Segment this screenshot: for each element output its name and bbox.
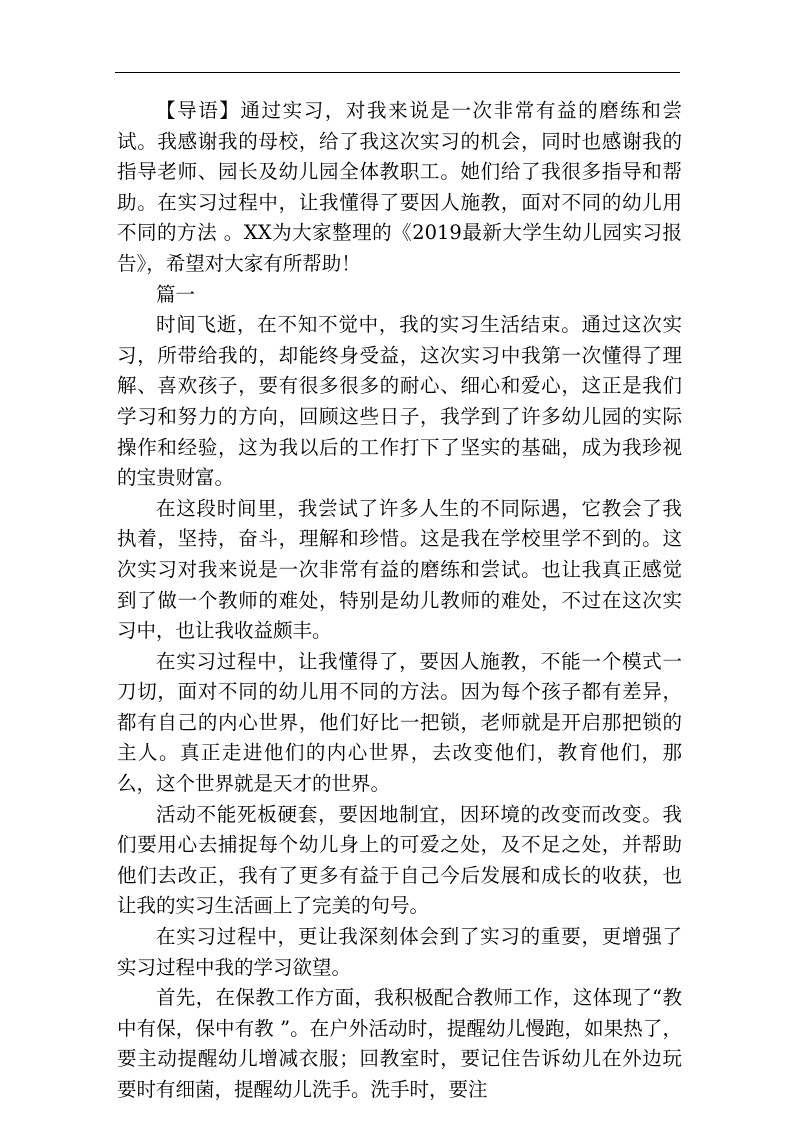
body-paragraph: 在实习过程中，让我懂得了，要因人施教，不能一个模式一刀切，面对不同的幼儿用不同的方法。因为每个孩子都有差异，都有自己的内心世界，他们好比一把锁，老师就是开启那把锁的主人。真正走进他们的内心世界，去改变他们，教育他们，那么，这个世界就是天才的世界。 xyxy=(117,649,682,796)
header-rule xyxy=(115,72,680,73)
body-paragraph: 在实习过程中，更让我深刻体会到了实习的重要，更增强了实习过程中我的学习欲望。 xyxy=(117,925,682,979)
body-paragraph: 在这段时间里，我尝试了许多人生的不同际遇，它教会了我执着，坚持，奋斗，理解和珍惜。这是我在学校里学不到的。这次实习对我来说是一次非常有益的磨练和尝试。也让我真正感觉到了做一个教师的难处，特别是幼儿教师的难处，不过在这次实习中，也让我收益颇丰。 xyxy=(117,496,682,643)
section-title: 篇一 xyxy=(156,282,196,306)
body-paragraph: 时间飞逝，在不知不觉中，我的实习生活结束。通过这次实习，所带给我的，却能终身受益，这次实习中我第一次懂得了理解、喜欢孩子，要有很多很多的耐心、细心和爱心，这正是我们学习和努力的方向，回顾这些日子，我学到了许多幼儿园的实际操作和经验，这为我以后的工作打下了坚实的基础，成为我珍视的宝贵财富。 xyxy=(117,313,682,490)
body-paragraph: 活动不能死板硬套，要因地制宜，因环境的改变而改变。我们要用心去捕捉每个幼儿身上的可爱之处，及不足之处，并帮助他们去改正，我有了更多有益于自己今后发展和成长的收获，也让我的实习生活画上了完美的句号。 xyxy=(117,802,682,918)
intro-paragraph: 【导语】通过实习，对我来说是一次非常有益的磨练和尝试。我感谢我的母校，给了我这次实习的机会，同时也感谢我的指导老师、园长及幼儿园全体教职工。她们给了我很多指导和帮助。在实习过程中，让我懂得了要因人施教，面对不同的幼儿用不同的方法 。XX为大家整理的《2019最新大学生幼儿园实习报告》，希望对大家有所帮助！ xyxy=(117,99,682,275)
document-body xyxy=(117,96,682,1106)
body-paragraph: 首先，在保教工作方面，我积极配合教师工作，这体现了“教中有保，保中有教 ”。在户外活动时，提醒幼儿慢跑，如果热了，要主动提醒幼儿增减衣服；回教室时，要记住告诉幼儿在外边玩要时有细菌，提醒幼儿洗手。洗手时，要注 xyxy=(117,986,682,1101)
